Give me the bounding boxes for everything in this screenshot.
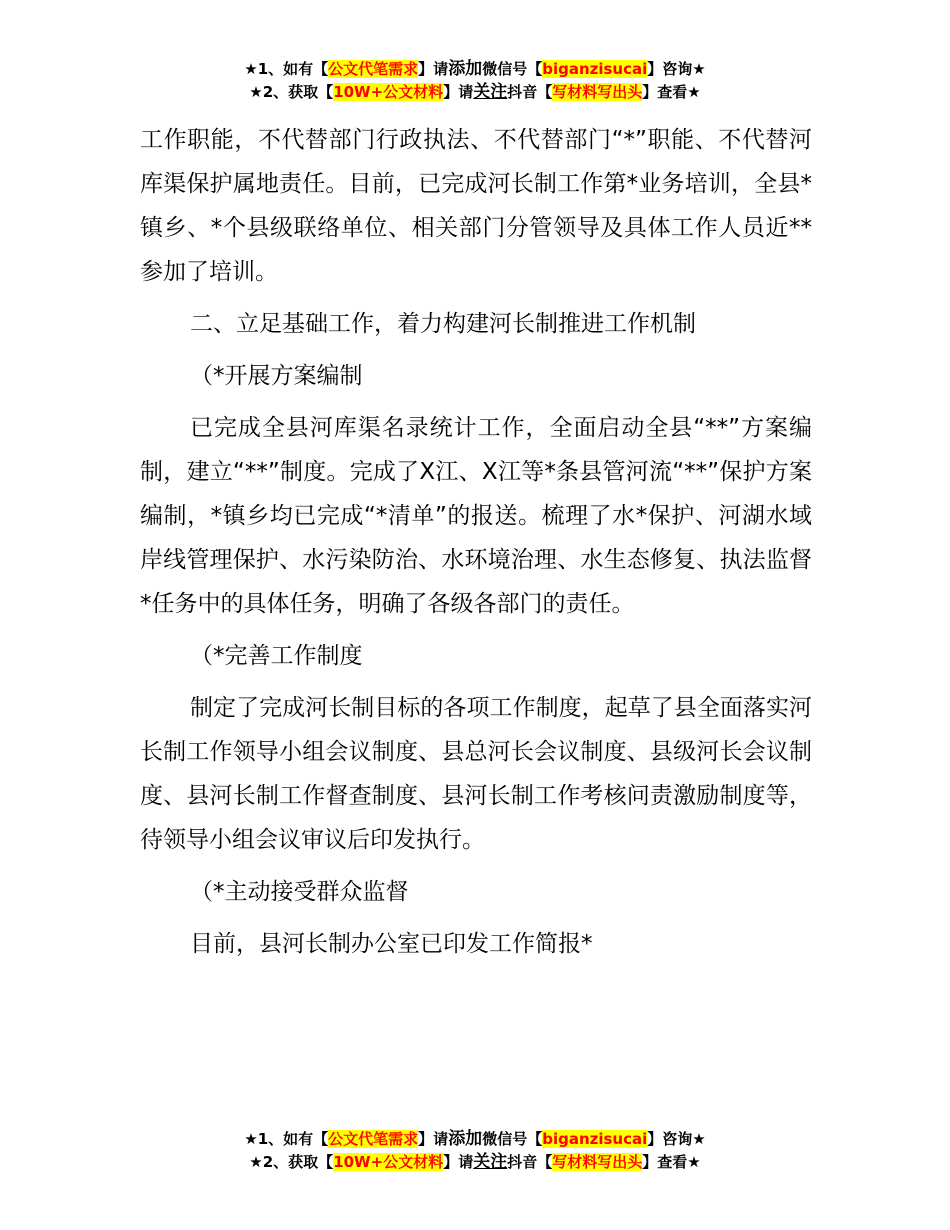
- highlight-materials: 10W+公文材料: [333, 83, 444, 101]
- promo-banner-bottom: [0, 1128, 950, 1174]
- star-icon: ★: [687, 1153, 701, 1171]
- subsection-heading: （*主动接受群众监督: [190, 879, 409, 905]
- highlight-douyin: 写材料写出头: [552, 1153, 643, 1171]
- paragraph: 已完成全县河库渠名录统计工作，全面启动全县“**”方案编制，建立“**”制度。完成了X江、X江等*条县管河流“**”保护方案编制，*镇乡均已完成“*清单”的报送。梳理了水*保护、河湖水域岸线管理保护、水污染防治、水环境治理、水生态修复、执法监督*任务中的具体任务，明确了各级各部门的责任。: [140, 415, 812, 617]
- star-icon: ★: [249, 1153, 263, 1171]
- highlight-service: 公文代笔需求: [328, 60, 419, 78]
- star-icon: ★: [244, 60, 258, 78]
- paragraph: 目前，县河长制办公室已印发工作简报*: [190, 931, 593, 957]
- paragraph: 工作职能，不代替部门行政执法、不代替部门“*”职能、不代替河库渠保护属地责任。目前，已完成河长制工作第*业务培训，全县*镇乡、*个县级联络单位、相关部门分管领导及具体工作人员近**参加了培训。: [140, 127, 812, 285]
- star-icon: ★: [249, 83, 263, 101]
- highlight-service: 公文代笔需求: [328, 1130, 419, 1148]
- section-heading: 二、立足基础工作，着力构建河长制推进工作机制: [190, 311, 696, 337]
- promo-line-2: ★2、获取【10W+公文材料】请关注抖音【写材料写出头】查看★: [249, 82, 701, 102]
- promo-line-1: ★1、如有【公文代笔需求】请添加微信号【biganzisucai】咨询★: [244, 1129, 706, 1149]
- promo-banner-top: [0, 58, 950, 104]
- highlight-douyin: 写材料写出头: [552, 83, 643, 101]
- highlight-materials: 10W+公文材料: [333, 1153, 444, 1171]
- highlight-wechat-id: biganzisucai: [542, 60, 648, 78]
- subsection-heading: （*开展方案编制: [190, 363, 363, 389]
- promo-line-1: ★1、如有【公文代笔需求】请添加微信号【biganzisucai】咨询★: [244, 59, 706, 79]
- subsection-heading: （*完善工作制度: [190, 643, 363, 669]
- star-icon: ★: [687, 83, 701, 101]
- paragraph: 制定了完成河长制目标的各项工作制度，起草了县全面落实河长制工作领导小组会议制度、县总河长会议制度、县级河长会议制度、县河长制工作督查制度、县河长制工作考核问责激励制度等，待领导小组会议审议后印发执行。: [140, 695, 812, 853]
- highlight-wechat-id: biganzisucai: [542, 1130, 648, 1148]
- star-icon: ★: [692, 1130, 706, 1148]
- star-icon: ★: [692, 60, 706, 78]
- star-icon: ★: [244, 1130, 258, 1148]
- promo-line-2: ★2、获取【10W+公文材料】请关注抖音【写材料写出头】查看★: [249, 1152, 701, 1172]
- document-body: [140, 118, 812, 974]
